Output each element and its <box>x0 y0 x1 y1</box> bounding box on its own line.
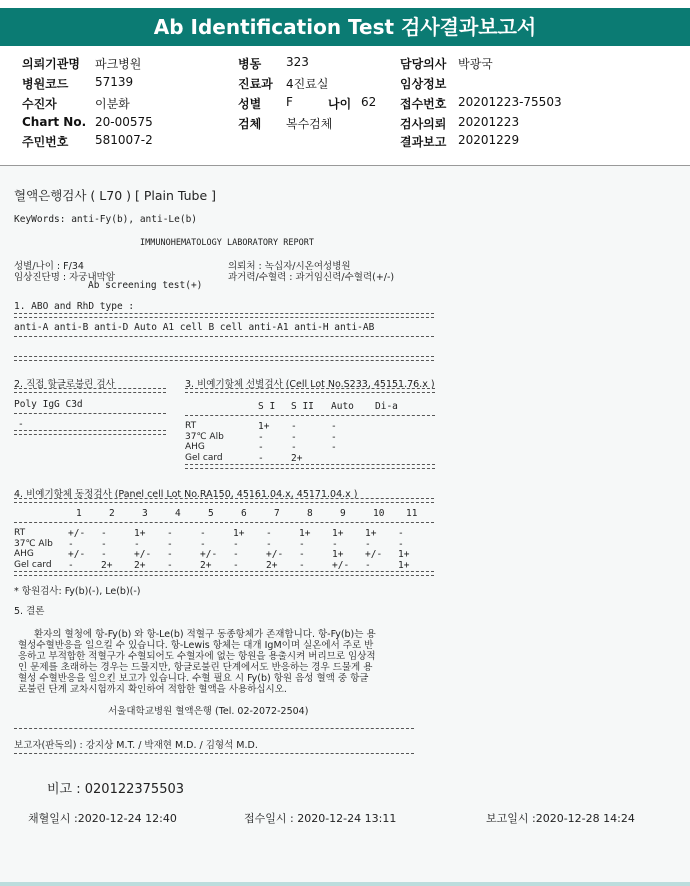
collected-time: 채혈일시 :2020-12-24 12:40 <box>28 812 177 825</box>
panel-cell: - <box>167 528 173 539</box>
screen-cell: - <box>331 431 337 443</box>
panel-cell: 1+ <box>332 528 344 539</box>
panel-cell: - <box>233 549 239 560</box>
panel-cell: 2+ <box>101 559 113 571</box>
accession-label: 접수번호 <box>400 97 447 111</box>
panel-cell: - <box>167 549 173 560</box>
reporter: 보고자(판독의) : 강지상 M.T. / 박재현 M.D. / 김형석 M.D. <box>14 740 258 751</box>
panel-header: 5 <box>208 508 214 519</box>
section-heading: 혈액은행검사 ( L70 ) [ Plain Tube ] <box>14 188 216 203</box>
diagnosis: 임상진단명 : 자궁내막암 <box>14 272 116 283</box>
sex-label: 성별 <box>238 97 262 111</box>
screen-row-label: Gel card <box>185 452 223 463</box>
rule <box>185 464 435 469</box>
conclusion-line: 혈성수혈반응을 일으킬 수 있습니다. 항-Lewis 항체는 대개 IgM이며 실온에서 주로 반 <box>18 640 374 651</box>
panel-cell: - <box>200 538 206 550</box>
panel-cell: 1+ <box>332 549 344 560</box>
panel-cell: - <box>101 528 107 539</box>
screen-cell: - <box>291 421 297 432</box>
panel-cell: - <box>266 528 272 539</box>
specimen-label: 검체 <box>238 117 262 131</box>
dept-label: 진료과 <box>238 77 273 91</box>
clinical-label: 임상정보 <box>400 77 447 91</box>
panel-cell: - <box>233 538 239 550</box>
rule <box>14 498 434 503</box>
panel-row-label: 37℃ Alb <box>14 538 53 549</box>
rule <box>14 753 414 754</box>
specimen-value: 복수검체 <box>286 117 333 131</box>
id-no-label: 주민번호 <box>22 135 69 149</box>
panel-cell: 2+ <box>200 559 212 571</box>
dept-value: 4진료실 <box>286 77 329 91</box>
rule <box>185 415 435 416</box>
screen-section-title: 3. 비예기항체 선별검사 (Cell Lot No.S233, 45151.76.x ) <box>185 379 435 390</box>
panel-section-title: 4. 비예기항체 동정검사 (Panel cell Lot No.RA150, 45161.04.x, 45171.04.x ) <box>14 489 358 500</box>
panel-cell: - <box>365 559 371 571</box>
panel-header: 8 <box>307 508 313 519</box>
sex-age: 성별/나이 : F/34 <box>14 261 84 272</box>
reported-time: 보고일시 :2020-12-28 14:24 <box>486 812 635 825</box>
rule <box>14 413 166 414</box>
diagnosis-note: Ab screening test(+) <box>88 280 203 291</box>
chart-no-label: Chart No. <box>22 115 87 129</box>
panel-cell: 1+ <box>365 528 377 539</box>
age-value: 62 <box>361 95 377 109</box>
screen-row-label: 37℃ Alb <box>185 431 224 442</box>
panel-cell: - <box>167 559 173 571</box>
panel-header: 9 <box>340 508 346 519</box>
patient-label: 수진자 <box>22 97 57 111</box>
note: 비고 : 020122375503 <box>47 782 185 797</box>
screen-cell: - <box>258 431 264 443</box>
abo-headers: anti-A anti-B anti-D Auto A1 cell B cell anti-A1 anti-H anti-AB <box>14 322 375 333</box>
panel-cell: +/- <box>68 528 86 539</box>
rule <box>14 356 434 361</box>
panel-cell: - <box>68 538 74 550</box>
panel-cell: +/- <box>68 549 86 560</box>
screen-header: S I <box>258 401 276 412</box>
history: 과거력/수혈력 : 과거임신력/수혈력(+/-) <box>228 272 395 283</box>
screen-cell: - <box>258 452 264 464</box>
conclusion-line: 환자의 혈청에 항-Fy(b) 와 항-Le(b) 적혈구 동종항체가 존재합니다. 항-Fy(b)는 용 <box>34 629 376 640</box>
panel-cell: 1+ <box>134 528 146 539</box>
panel-row-label: RT <box>14 528 26 538</box>
ward-label: 병동 <box>238 57 262 71</box>
panel-cell: - <box>134 538 140 550</box>
screen-cell: - <box>331 442 337 453</box>
patient-value: 이분화 <box>95 97 130 111</box>
screen-cell: - <box>258 442 264 453</box>
conclusion-line: 응하고 부적합한 적혈구가 수혈되어도 수혈자에 없는 항원을 용출시켜 버리므로 임상적 <box>18 651 376 662</box>
report-header <box>0 0 690 165</box>
screen-header: Auto <box>331 401 354 412</box>
rule <box>14 522 434 523</box>
ward-value: 323 <box>286 55 309 69</box>
sex-value: F <box>286 95 293 109</box>
panel-cell: - <box>233 559 239 571</box>
rule <box>14 430 166 435</box>
screen-row-label: RT <box>185 421 197 431</box>
panel-cell: 1+ <box>299 528 311 539</box>
panel-cell: +/- <box>365 549 383 560</box>
panel-cell: - <box>68 559 74 571</box>
panel-header: 7 <box>274 508 280 519</box>
lab-institution: 서울대학교병원 혈액은행 (Tel. 02-2072-2504) <box>108 706 309 717</box>
abo-section-title: 1. ABO and RhD type : <box>14 301 135 312</box>
panel-header: 2 <box>109 508 115 519</box>
panel-cell: - <box>398 528 404 539</box>
screen-row-label: AHG <box>185 442 205 452</box>
screen-cell: - <box>331 421 337 432</box>
panel-cell: +/- <box>266 549 284 560</box>
panel-header: 11 <box>406 508 418 519</box>
rule <box>14 336 434 337</box>
doctor-label: 담당의사 <box>400 57 447 71</box>
conclusion-line: 로불린 단계 교차시험까지 확인하여 적합한 혈액을 사용하십시오. <box>18 684 287 695</box>
panel-cell: 2+ <box>266 559 278 571</box>
lab-title: IMMUNOHEMATOLOGY LABORATORY REPORT <box>140 238 314 248</box>
panel-cell: - <box>101 549 107 560</box>
rule <box>14 313 434 318</box>
institution-value: 파크병원 <box>95 57 142 71</box>
screen-cell: 2+ <box>291 452 303 464</box>
panel-cell: - <box>299 538 305 550</box>
id-no-value: 581007-2 <box>95 133 153 147</box>
report-title: Ab Identification Test 검사결과보고서 <box>0 8 690 46</box>
conclusion-line: 인 문제를 초래하는 경우는 드물지만, 항글로불린 단계에서도 반응하는 경우 드물게 용 <box>18 662 373 673</box>
dat-headers: Poly IgG C3d <box>14 399 83 410</box>
panel-cell: 2+ <box>134 559 146 571</box>
panel-cell: - <box>398 538 404 550</box>
dat-values: - <box>18 419 24 430</box>
panel-cell: - <box>299 549 305 560</box>
panel-cell: +/- <box>134 549 152 560</box>
panel-cell: - <box>101 538 107 550</box>
screen-header: S II <box>291 401 314 412</box>
report-date-value: 20201229 <box>458 133 520 147</box>
panel-cell: - <box>266 538 272 550</box>
screen-cell: 1+ <box>258 421 270 432</box>
rule <box>14 571 434 576</box>
request-date-label: 검사의뢰 <box>400 117 447 131</box>
referrer: 의뢰처 : 녹십자/시온여성병원 <box>228 261 351 272</box>
panel-header: 10 <box>373 508 385 519</box>
panel-cell: - <box>200 528 206 539</box>
keywords: KeyWords: anti-Fy(b), anti-Le(b) <box>14 214 198 225</box>
panel-cell: 1+ <box>398 549 410 560</box>
panel-header: 6 <box>241 508 247 519</box>
conclusion-line: 혈성 수혈반응을 일으킨 보고가 있습니다. 수혈 필요 시 Fy(b) 항원 음성 혈액 중 항글 <box>18 673 369 684</box>
panel-cell: - <box>365 538 371 550</box>
panel-cell: 1+ <box>233 528 245 539</box>
chart-no-value: 20-00575 <box>95 115 153 129</box>
accession-value: 20201223-75503 <box>458 95 562 109</box>
panel-cell: - <box>332 538 338 550</box>
panel-cell: +/- <box>332 559 350 571</box>
screen-cell: - <box>291 431 297 443</box>
bottom-edge <box>0 882 690 886</box>
scanned-report <box>0 166 690 886</box>
age-label: 나이 <box>328 97 352 111</box>
rule <box>185 388 435 393</box>
request-date-value: 20201223 <box>458 115 520 129</box>
institution-label: 의뢰기관명 <box>22 57 80 71</box>
panel-cell: +/- <box>200 549 218 560</box>
hospital-code-label: 병원코드 <box>22 77 69 91</box>
antigen-result: * 항원검사: Fy(b)(-), Le(b)(-) <box>14 586 141 597</box>
panel-cell: - <box>167 538 173 550</box>
report-date-label: 결과보고 <box>400 135 447 149</box>
panel-header: 1 <box>76 508 82 519</box>
hospital-code-value: 57139 <box>95 75 134 89</box>
screen-header: Di-a <box>375 401 398 412</box>
received-time: 접수일시 : 2020-12-24 13:11 <box>244 812 397 825</box>
panel-header: 4 <box>175 508 181 519</box>
panel-cell: 1+ <box>398 559 410 571</box>
panel-row-label: Gel card <box>14 559 52 570</box>
rule <box>14 728 414 729</box>
panel-cell: - <box>299 559 305 571</box>
doctor-value: 박광국 <box>458 57 493 71</box>
panel-row-label: AHG <box>14 549 34 559</box>
panel-header: 3 <box>142 508 148 519</box>
dat-section-title: 2. 직접 항글로불린 검사 <box>14 379 115 390</box>
rule <box>14 388 166 393</box>
screen-cell: - <box>291 442 297 453</box>
conclusion-title: 5. 결론 <box>14 606 45 617</box>
